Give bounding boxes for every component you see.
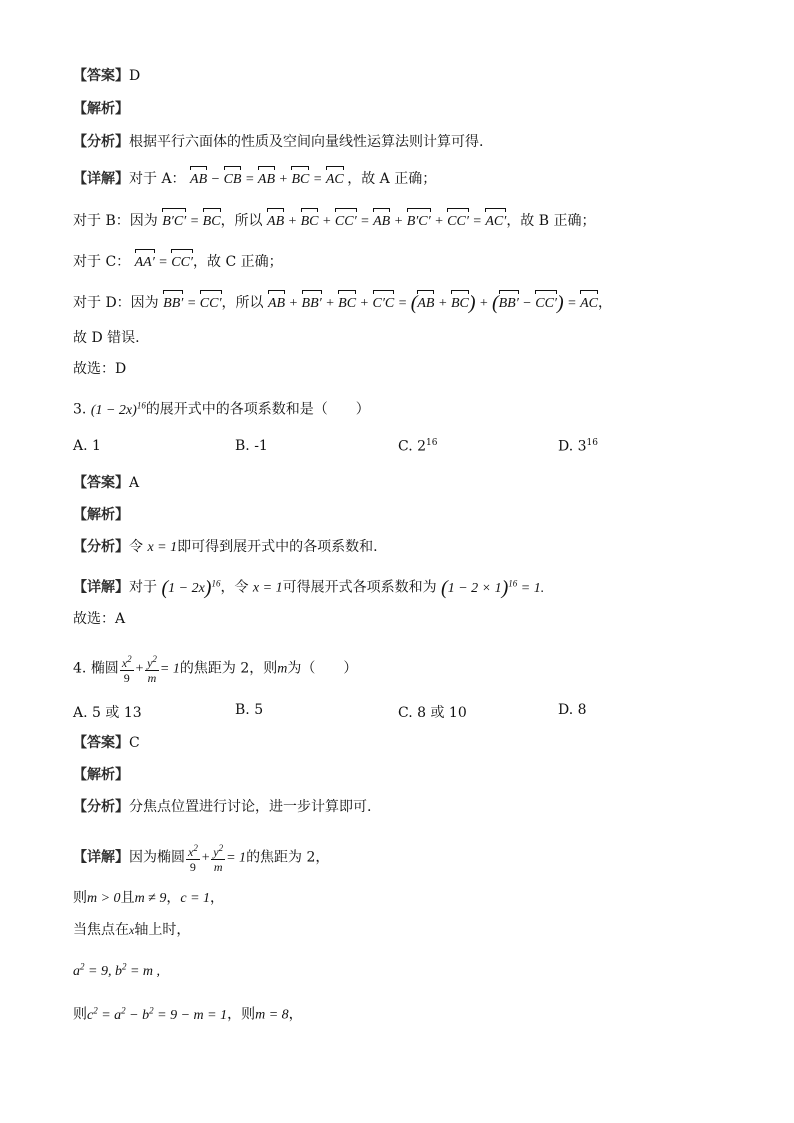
formula-d1: BB′ = CC′	[163, 296, 221, 311]
choose-line: 故选：D	[73, 361, 127, 377]
answer-line	[73, 66, 140, 86]
option-c: C. $2^{16}$	[398, 438, 438, 455]
question-number: 3.	[73, 401, 87, 418]
explain-tag: 【解析】	[73, 101, 129, 117]
explain-line	[73, 505, 129, 525]
question-4-stem: 4. 椭圆 $\frac{x^2}{9}$ + $\frac{y^2}{m}$ = 1的焦距为 2，则m为（ ）	[73, 654, 358, 685]
explain-tag: 【解析】	[73, 507, 129, 523]
option-b: B. -1	[235, 438, 268, 454]
analysis-line: 【分析】令 x = 1即可得到展开式中的各项系数和.	[73, 539, 378, 555]
detail-b-suffix: ，故 B 正确；	[506, 213, 596, 229]
formula-a2-b2: $a^2 = 9$, $b^2 = m$ ,	[73, 961, 161, 979]
detail-tag: 【详解】	[73, 849, 129, 866]
detail-a-suffix: ，故 A 正确；	[347, 171, 437, 187]
answer-tag: 【答案】	[73, 735, 129, 751]
formula-x-eq-1: x = 1	[147, 540, 178, 555]
option-d: D. $3^{16}$	[558, 438, 598, 455]
analysis-tag: 【分析】	[73, 799, 129, 815]
detail-c-suffix: ，故 C 正确；	[193, 254, 283, 270]
detail-a-line	[73, 166, 436, 190]
detail-d-prefix: 对于 D：因为	[73, 295, 159, 311]
answer-tag: 【答案】	[73, 475, 129, 491]
detail-line: 【详解】对于 $(1 - 2x)^{16}$，令 x = 1可得展开式各项系数和为 $(1 - 2 \times 1)^{16} = 1$.	[73, 576, 545, 599]
answer-tag: 【答案】	[73, 68, 129, 84]
formula-q3: $(1 - 2x)^{16}$	[90, 400, 146, 418]
fraction-x2-9: $\frac{x^2}{9}$	[121, 654, 132, 685]
formula-a: AB − CB = AB + BC = AC	[190, 172, 347, 187]
question-3-text: 的展开式中的各项系数和是（ ）	[145, 401, 370, 418]
formula-q3-detail: $(1 - 2x)^{16}$	[161, 576, 221, 599]
detail-b-mid: ，所以	[220, 213, 263, 229]
formula-b1: B′C′ = BC	[162, 214, 220, 229]
choose-line: 故选：A	[73, 611, 126, 627]
detail-d-conclusion: 故 D 错误.	[73, 330, 140, 346]
formula-d2: AB + BB′ + BC + C′C = (AB + BC) + (BB′ − CC′) = AC	[267, 292, 599, 314]
explain-line	[73, 99, 129, 119]
explain-line	[73, 765, 129, 785]
question-number: 4.	[73, 660, 87, 677]
formula-sum: $(1 - 2 \times 1)^{16} = 1$.	[441, 576, 545, 599]
answer-line	[73, 733, 140, 753]
option-a: A. 1	[73, 438, 101, 454]
detail-line: 【详解】因为椭圆 $\frac{x^2}{9}$ + $\frac{y^2}{m}$ = 1的焦距为 2，	[73, 843, 330, 874]
analysis-line	[73, 132, 483, 152]
focus-case-line: 当焦点在x轴上时，	[73, 922, 191, 938]
fraction-y2-m: $\frac{y^2}{m}$	[147, 654, 157, 685]
result-line: 则$c^2 = a^2 - b^2 = 9 - m = 1$，则m = 8，	[73, 1005, 303, 1023]
option-a: A. 5 或 13	[73, 705, 142, 721]
answer-value: C	[129, 735, 140, 751]
analysis-tag: 【分析】	[73, 539, 129, 555]
option-d: D. 8	[558, 702, 587, 718]
detail-tag: 【详解】	[73, 579, 129, 596]
detail-tag: 【详解】	[73, 171, 129, 187]
values-line	[73, 956, 160, 982]
analysis-tag: 【分析】	[73, 134, 129, 150]
detail-d-line	[73, 290, 612, 314]
explain-tag: 【解析】	[73, 767, 129, 783]
condition-line: 则m > 0且m ≠ 9，c = 1，	[73, 890, 225, 906]
detail-a-prefix: 对于 A：	[129, 171, 186, 187]
question-3-stem	[73, 395, 370, 421]
answer-value: A	[129, 475, 140, 491]
option-c: C. 8 或 10	[398, 705, 467, 721]
formula-c2: $c^2 = a^2 - b^2 = 9 - m = 1$	[87, 1005, 228, 1023]
answer-line	[73, 473, 139, 493]
detail-d-suffix: ，	[598, 295, 613, 311]
formula-b2: AB + BC + CC′ = AB + B′C′ + CC′ = AC′	[267, 214, 506, 229]
formula-c: AA′ = CC′	[135, 255, 193, 270]
analysis-text: 根据平行六面体的性质及空间向量线性运算法则计算可得.	[129, 134, 484, 150]
detail-c-line	[73, 249, 283, 273]
analysis-line: 【分析】分焦点位置进行讨论，进一步计算即可.	[73, 799, 372, 815]
detail-b-line	[73, 208, 596, 232]
detail-b-prefix: 对于 B：因为	[73, 213, 158, 229]
answer-value: D	[129, 68, 141, 84]
option-b: B. 5	[235, 702, 264, 718]
detail-d-mid: ，所以	[221, 295, 264, 311]
detail-c-prefix: 对于 C：	[73, 254, 131, 270]
